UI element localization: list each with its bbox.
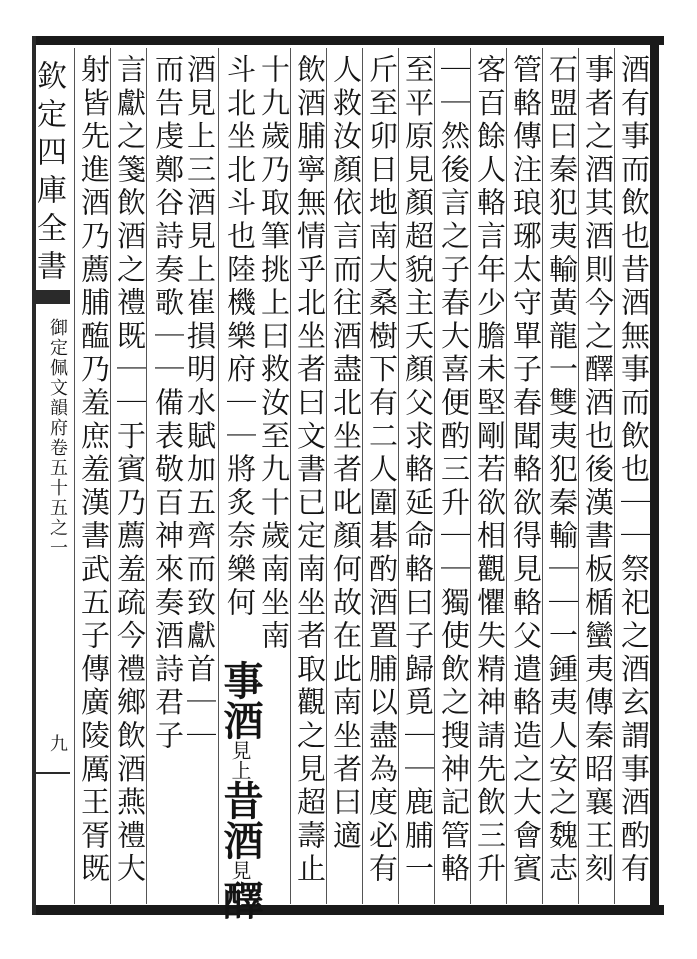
- frame-bottom-border: [32, 905, 664, 915]
- fishtail-mark: [36, 290, 70, 304]
- ref-jian-shang: 見上: [228, 740, 252, 780]
- text-column-12: 斗北坐北斗也陸機樂府｜｜將炙奈樂何: [223, 54, 257, 621]
- page-number: 九: [47, 734, 68, 752]
- text-column-14: 而告虔鄭谷詩奏歌｜｜備表敬百神來奏酒詩君子: [151, 54, 185, 754]
- text-column-11: 十九歲乃取筆挑上曰救汝至九十歲南坐南: [257, 54, 291, 654]
- headword-yi: 醳: [217, 880, 264, 920]
- volume-label: 卷五十五之一: [47, 438, 68, 558]
- text-column-16: 射皆先進酒乃薦脯醢乃羞庶羞漢書武五子傳廣陵厲王胥既: [77, 54, 111, 887]
- headword-xi-jiu: 昔酒: [217, 780, 264, 860]
- book-subtitle: [40, 318, 70, 558]
- text-column-2: 事者之酒其酒則今之醳酒也後漢書板楯蠻夷傳秦昭襄王刻: [581, 54, 615, 887]
- text-column-13: 酒見上三酒見上崔損明水賦加五齊而致獻首｜｜: [183, 54, 217, 754]
- text-column-4: 管輅傳注琅琊太守單子春聞輅欲得見輅父遣輅造之大會賓: [509, 54, 543, 887]
- text-column-7: 至平原見顏超貌主夭顏父求輅延命輅曰子歸覓｜｜鹿脯一: [401, 54, 435, 887]
- text-column-8: 斤至卯日地南大桑樹下有二人圍碁酌酒置脯以盡為度必有: [365, 54, 399, 887]
- margin-rule: [34, 772, 70, 774]
- text-column-10: 飲酒脯寧無情乎北坐者曰文書已定南坐者取觀之見超壽止: [293, 54, 327, 887]
- text-column-15: 言獻之箋飲酒之禮既｜｜于賓乃薦羞疏今禮鄉飲酒燕禮大: [113, 54, 147, 887]
- headword-shi-jiu: 事酒: [217, 660, 264, 740]
- text-column-6: ｜｜然後言之子春大喜便酌三升｜｜獨使飲之搜神記管輅: [437, 54, 471, 887]
- frame-top-border: [32, 36, 664, 45]
- text-column-3: 石盟曰秦犯夷輸黃龍一雙夷犯秦輸｜｜一鍾夷人安之魏志: [545, 54, 579, 887]
- entry-shi-jiu: [218, 660, 262, 920]
- ref-jian: 見: [228, 860, 252, 880]
- text-column-5: 客百餘人輅言年少膽未堅剛若欲相觀懼失精神請先飲三升: [473, 54, 507, 887]
- text-column-9: 人救汝顏依言而往酒盡北坐者叱顏何故在此南坐者曰適: [329, 54, 363, 854]
- work-title: 御定佩文韻府: [47, 318, 68, 438]
- text-column-1: 酒有事而飲也昔酒無事而飲也｜｜祭祀之酒玄謂事酒酌有: [617, 54, 651, 887]
- book-title: 欽定四庫全書: [31, 60, 66, 288]
